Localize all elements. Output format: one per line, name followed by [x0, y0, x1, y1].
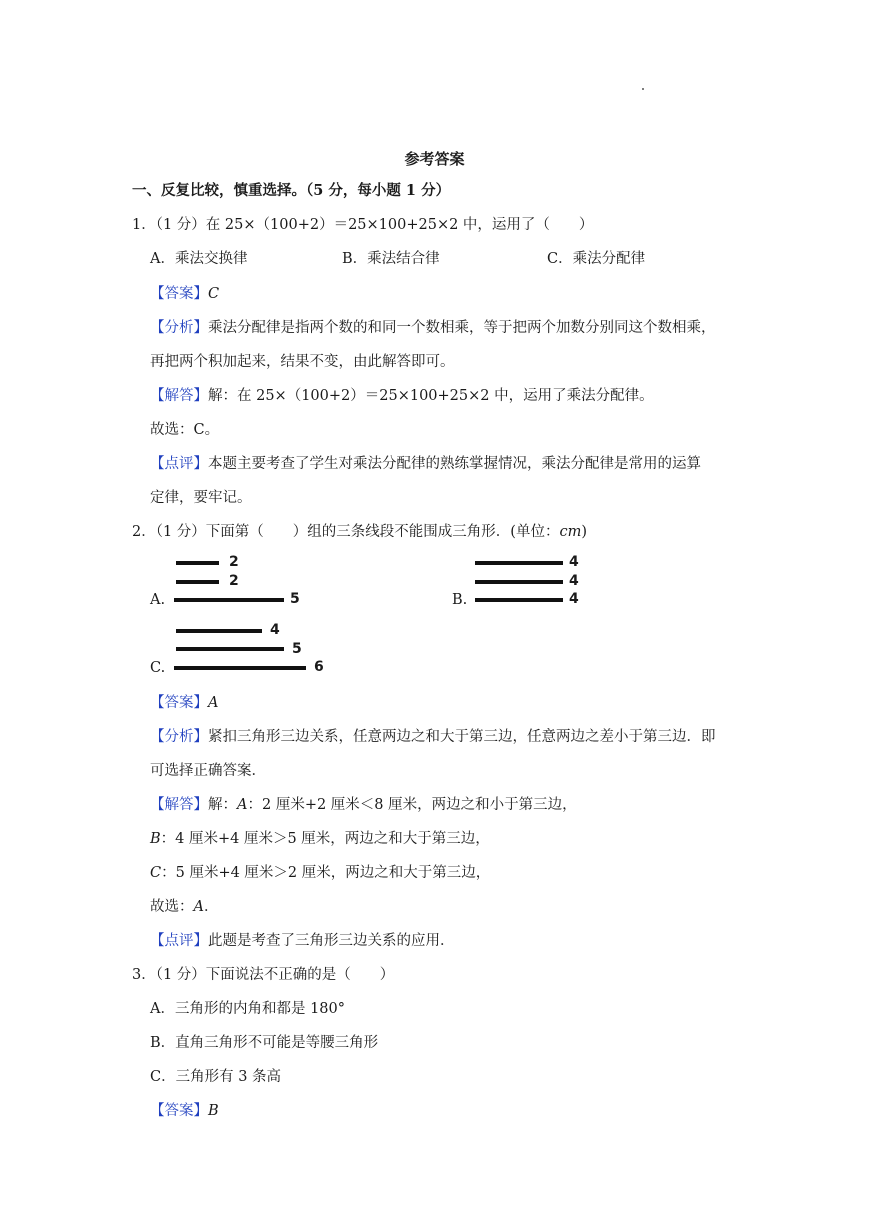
answer-tag: 【答案】: [150, 695, 208, 711]
q2-choose: [150, 897, 218, 917]
q3-answer: [150, 1101, 219, 1121]
analysis-text: 紧扣三角形三边关系，任意两边之和大于第三边，任意两边之差小于第三边．即: [208, 729, 716, 745]
section-heading: 一、反复比较，慎重选择。（5 分，每小题 1 分）: [132, 182, 451, 199]
q1-answer: [150, 284, 219, 304]
solution-text-c: ：5 厘米+4 厘米＞2 厘米，两边之和大于第三边，: [161, 865, 491, 881]
choose-prefix: 故选：: [150, 899, 194, 915]
solution-tag: 【解答】: [150, 797, 208, 813]
q3-stem: 3．（1 分）下面说法不正确的是（ ）: [132, 967, 395, 983]
answer-value: B: [208, 1103, 219, 1119]
q1-option-a: A．乘法交换律: [150, 251, 248, 267]
q2-solution-c: [150, 863, 490, 883]
q1-stem: 1．（1 分）在 25×（100+2）＝25×100+25×2 中，运用了（ ）: [132, 217, 594, 233]
choose-letter: A: [193, 899, 204, 915]
segment-c2: [176, 647, 284, 651]
segment-a2-label: 2: [229, 573, 239, 589]
q2-analysis-line-2: 可选择正确答案．: [150, 763, 266, 779]
q1-comment-line-2: 定律，要牢记。: [150, 490, 252, 506]
solution-letter-a: A: [237, 797, 248, 813]
solution-letter-c: C: [150, 865, 162, 881]
q3-option-b: B．直角三角形不可能是等腰三角形: [150, 1035, 379, 1051]
analysis-tag: 【分析】: [150, 729, 208, 745]
figure-a-label: A.: [150, 592, 166, 608]
choose-suffix: ．: [203, 899, 219, 915]
q1-option-b: B．乘法结合律: [342, 251, 440, 267]
comment-tag: 【点评】: [150, 933, 208, 949]
q1-comment-line-1: [150, 454, 701, 474]
answer-tag: 【答案】: [150, 286, 208, 302]
q2-unit: cm: [559, 524, 582, 540]
q1-option-c: C．乘法分配律: [547, 251, 646, 267]
analysis-tag: 【分析】: [150, 320, 208, 336]
comment-text: 本题主要考查了学生对乘法分配律的熟练掌握情况，乘法分配律是常用的运算: [208, 456, 701, 472]
segment-a3: [174, 598, 284, 602]
answer-tag: 【答案】: [150, 1103, 208, 1119]
solution-letter-b: B: [150, 831, 161, 847]
segment-a1: [176, 561, 219, 565]
q2-stem: [132, 522, 587, 542]
segment-b3-label: 4: [569, 591, 579, 607]
answer-value: C: [208, 286, 220, 302]
q2-solution-b: [150, 829, 490, 849]
q2-comment: [150, 931, 455, 951]
q2-stem-end: ): [581, 524, 588, 540]
solution-text-a: ：2 厘米+2 厘米＜8 厘米，两边之和小于第三边，: [247, 797, 577, 813]
solution-text: 解：在 25×（100+2）＝25×100+25×2 中，运用了乘法分配律。: [208, 388, 654, 404]
q3-option-c: C．三角形有 3 条高: [150, 1069, 282, 1085]
segment-a1-label: 2: [229, 554, 239, 570]
segment-c3: [174, 666, 306, 670]
q3-option-a: A．三角形的内角和都是 180°: [150, 1001, 346, 1017]
segment-c1-label: 4: [270, 622, 280, 638]
figure-b-label: B.: [452, 592, 468, 608]
segment-c2-label: 5: [292, 641, 302, 657]
q1-choose: 故选：C。: [150, 422, 220, 438]
solution-tag: 【解答】: [150, 388, 208, 404]
q2-stem-text: 2．（1 分）下面第（ ）组的三条线段不能围成三角形．(单位：: [132, 524, 560, 540]
segment-c3-label: 6: [314, 659, 324, 675]
segment-b1-label: 4: [569, 554, 579, 570]
q2-solution-a: [150, 795, 577, 815]
solution-text-b: ：4 厘米+4 厘米＞5 厘米，两边之和大于第三边，: [160, 831, 490, 847]
q2-answer: [150, 693, 218, 713]
segment-a3-label: 5: [290, 591, 300, 607]
q1-analysis-line-2: 再把两个积加起来，结果不变，由此解答即可。: [150, 354, 455, 370]
comment-text: 此题是考查了三角形三边关系的应用．: [208, 933, 455, 949]
segment-b2: [475, 580, 563, 584]
analysis-text: 乘法分配律是指两个数的和同一个数相乘，等于把两个加数分别同这个数相乘，: [208, 320, 716, 336]
segment-c1: [176, 629, 262, 633]
q2-analysis-line-1: [150, 727, 716, 747]
answer-value: A: [208, 695, 219, 711]
segment-b2-label: 4: [569, 573, 579, 589]
q1-solution: [150, 386, 654, 406]
segment-a2: [176, 580, 219, 584]
page-dot: [642, 88, 644, 90]
solution-prefix: 解：: [208, 797, 237, 813]
comment-tag: 【点评】: [150, 456, 208, 472]
page-title: 参考答案: [404, 150, 465, 168]
segment-b1: [475, 561, 563, 565]
figure-c-label: C.: [150, 660, 166, 676]
segment-b3: [475, 598, 563, 602]
q1-analysis-line-1: [150, 318, 716, 338]
